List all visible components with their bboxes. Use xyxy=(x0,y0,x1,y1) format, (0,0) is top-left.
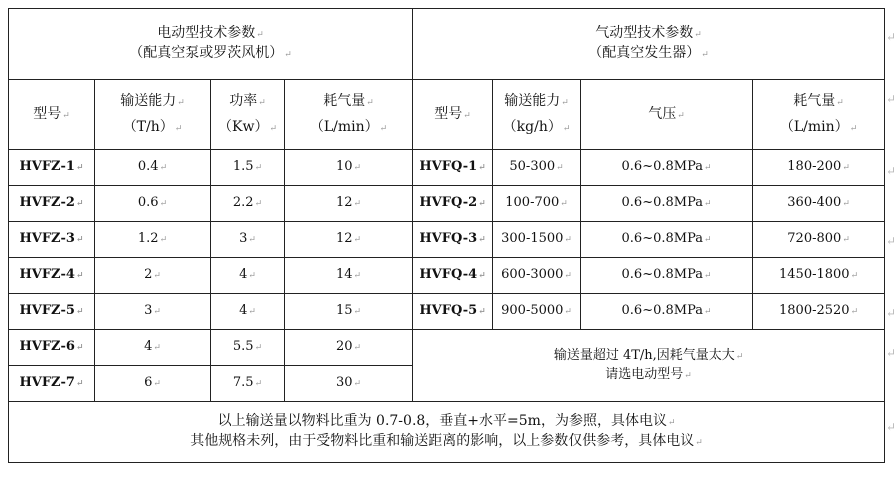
footer-note: 以上输送量以物料比重为 0.7-0.8，垂直+水平=5m，为参照，具体电议↵ 其他规格未列，由于受物料比重和输送距离的影响，以上参数仅供参考，具体电议↵ xyxy=(9,402,885,463)
col-header-pneumatic-air: 耗气量↵ （L/min）↵ xyxy=(753,80,885,150)
pneumatic-section-header: 气动型技术参数↵ （配真空发生器）↵ xyxy=(413,9,885,80)
electric-air-cell: 15↵ xyxy=(285,294,413,330)
pneumatic-air-cell: 360-400↵ xyxy=(753,186,885,222)
table-row xyxy=(9,258,885,294)
col-header-electric-air: 耗气量↵ （L/min）↵ xyxy=(285,80,413,150)
table-row xyxy=(9,186,885,222)
pneumatic-air-cell: 1450-1800↵ xyxy=(753,258,885,294)
paragraph-mark: ↵ xyxy=(885,92,896,106)
electric-power-cell: 7.5↵ xyxy=(211,366,285,402)
electric-capacity-cell: 0.6↵ xyxy=(95,186,211,222)
pneumatic-subtitle: （配真空发生器） xyxy=(588,45,701,61)
pneumatic-pressure-cell: 0.6~0.8MPa↵ xyxy=(581,294,753,330)
pneumatic-model-cell: HVFQ-5↵ xyxy=(413,294,493,330)
electric-capacity-cell: 0.4↵ xyxy=(95,150,211,186)
pneumatic-air-cell: 1800-2520↵ xyxy=(753,294,885,330)
pneumatic-model-cell: HVFQ-2↵ xyxy=(413,186,493,222)
electric-air-cell: 30↵ xyxy=(285,366,413,402)
electric-power-cell: 3↵ xyxy=(211,222,285,258)
table-row xyxy=(9,294,885,330)
electric-air-cell: 12↵ xyxy=(285,186,413,222)
electric-power-cell: 5.5↵ xyxy=(211,330,285,366)
electric-air-cell: 12↵ xyxy=(285,222,413,258)
electric-air-cell: 20↵ xyxy=(285,330,413,366)
table-row xyxy=(9,150,885,186)
pneumatic-title: 气动型技术参数 xyxy=(595,25,694,41)
electric-capacity-cell: 3↵ xyxy=(95,294,211,330)
electric-model-cell: HVFZ-2↵ xyxy=(9,186,95,222)
table-row xyxy=(9,222,885,258)
electric-capacity-cell: 1.2↵ xyxy=(95,222,211,258)
electric-model-cell: HVFZ-7↵ xyxy=(9,366,95,402)
electric-subtitle: （配真空泵或罗茨风机） xyxy=(129,45,284,61)
footer-line-1: 以上输送量以物料比重为 0.7-0.8，垂直+水平=5m，为参照，具体电议 xyxy=(217,413,667,429)
electric-power-cell: 4↵ xyxy=(211,294,285,330)
table-row xyxy=(9,330,885,366)
electric-model-cell: HVFZ-3↵ xyxy=(9,222,95,258)
pneumatic-model-cell: HVFQ-1↵ xyxy=(413,150,493,186)
pneumatic-pressure-cell: 0.6~0.8MPa↵ xyxy=(581,186,753,222)
electric-power-cell: 4↵ xyxy=(211,258,285,294)
spec-table xyxy=(8,8,885,463)
pneumatic-capacity-cell: 900-5000↵ xyxy=(493,294,581,330)
paragraph-mark: ↵ xyxy=(885,164,896,178)
electric-power-cell: 1.5↵ xyxy=(211,150,285,186)
col-header-electric-capacity: 输送能力↵ （T/h）↵ xyxy=(95,80,211,150)
footer-line-2: 其他规格未列，由于受物料比重和输送距离的影响，以上参数仅供参考，具体电议 xyxy=(190,433,695,449)
pneumatic-capacity-cell: 50-300↵ xyxy=(493,150,581,186)
electric-title: 电动型技术参数 xyxy=(157,25,256,41)
pneumatic-capacity-cell: 600-3000↵ xyxy=(493,258,581,294)
pneumatic-air-cell: 180-200↵ xyxy=(753,150,885,186)
pneumatic-note: 输送量超过 4T/h,因耗气量太大↵ 请选电动型号↵ xyxy=(413,330,885,402)
pneumatic-model-cell: HVFQ-3↵ xyxy=(413,222,493,258)
pneumatic-pressure-cell: 0.6~0.8MPa↵ xyxy=(581,222,753,258)
electric-air-cell: 14↵ xyxy=(285,258,413,294)
pneumatic-pressure-cell: 0.6~0.8MPa↵ xyxy=(581,258,753,294)
col-header-pneumatic-capacity: 输送能力↵ （kg/h）↵ xyxy=(493,80,581,150)
pneumatic-pressure-cell: 0.6~0.8MPa↵ xyxy=(581,150,753,186)
electric-model-cell: HVFZ-1↵ xyxy=(9,150,95,186)
electric-capacity-cell: 4↵ xyxy=(95,330,211,366)
electric-capacity-cell: 6↵ xyxy=(95,366,211,402)
electric-capacity-cell: 2↵ xyxy=(95,258,211,294)
pneumatic-note-line2: 请选电动型号 xyxy=(605,366,684,382)
electric-section-header: 电动型技术参数↵ （配真空泵或罗茨风机）↵ xyxy=(9,9,413,80)
electric-model-cell: HVFZ-6↵ xyxy=(9,330,95,366)
paragraph-mark: ↵ xyxy=(885,234,896,248)
col-header-pneumatic-pressure: 气压↵ xyxy=(581,80,753,150)
col-header-electric-model: 型号↵ xyxy=(9,80,95,150)
column-header-row xyxy=(9,80,885,150)
pneumatic-model-cell: HVFQ-4↵ xyxy=(413,258,493,294)
col-header-electric-power: 功率↵ （Kw）↵ xyxy=(211,80,285,150)
pneumatic-capacity-cell: 100-700↵ xyxy=(493,186,581,222)
paragraph-mark: ↵ xyxy=(885,420,896,434)
paragraph-mark: ↵ xyxy=(885,30,896,44)
paragraph-mark: ↵ xyxy=(885,306,896,320)
electric-power-cell: 2.2↵ xyxy=(211,186,285,222)
electric-air-cell: 10↵ xyxy=(285,150,413,186)
pneumatic-air-cell: 720-800↵ xyxy=(753,222,885,258)
paragraph-mark: ↵ xyxy=(885,346,896,360)
col-header-pneumatic-model: 型号↵ xyxy=(413,80,493,150)
electric-model-cell: HVFZ-4↵ xyxy=(9,258,95,294)
pneumatic-capacity-cell: 300-1500↵ xyxy=(493,222,581,258)
pneumatic-note-line1: 输送量超过 4T/h,因耗气量太大 xyxy=(553,347,735,363)
electric-model-cell: HVFZ-5↵ xyxy=(9,294,95,330)
